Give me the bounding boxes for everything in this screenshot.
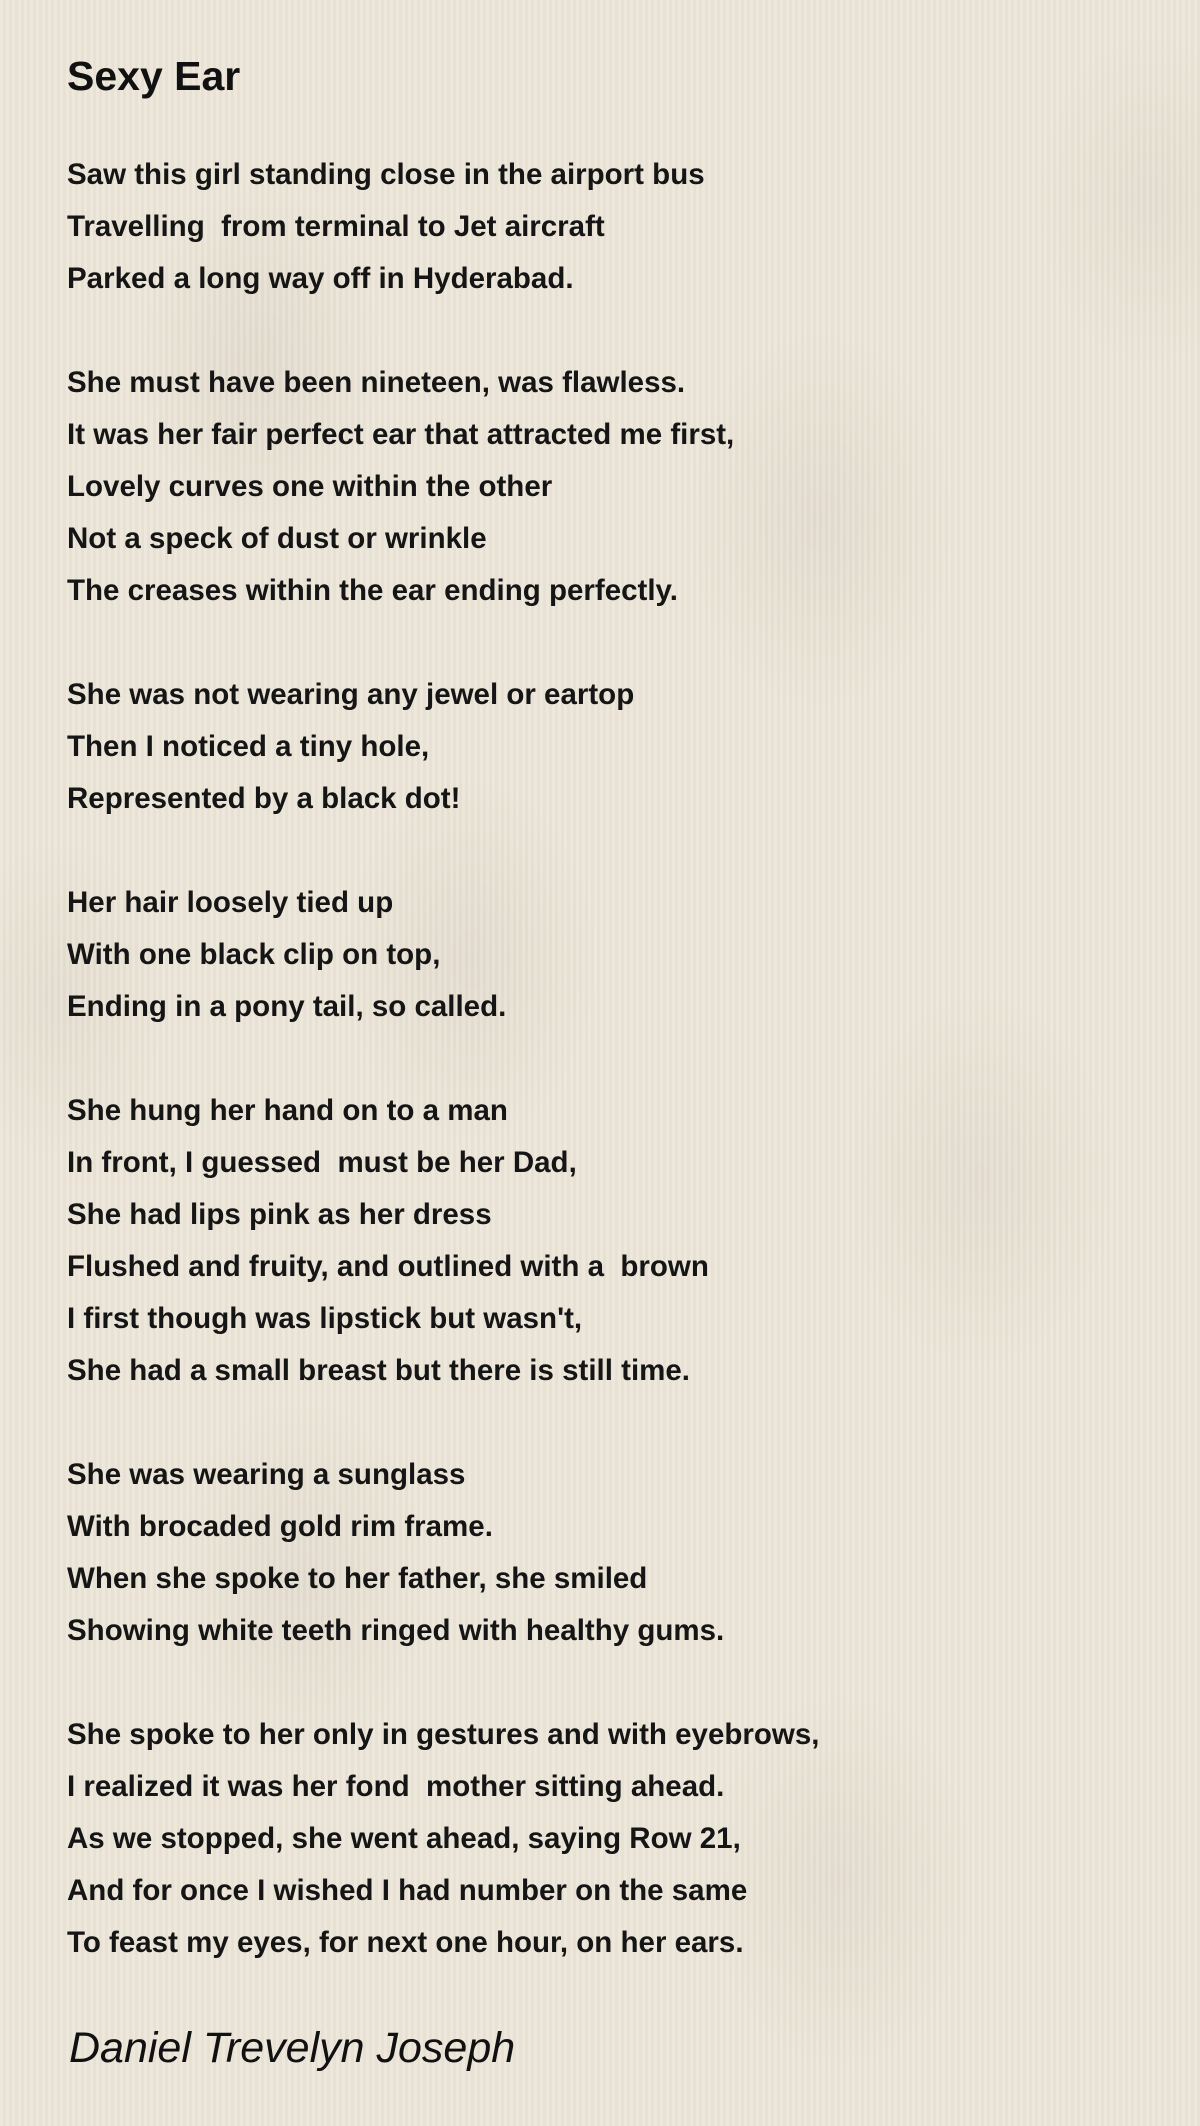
poem-line: To feast my eyes, for next one hour, on her ears. bbox=[67, 1926, 744, 1959]
poem-line: She must have been nineteen, was flawless. bbox=[67, 366, 686, 399]
poem-line: Ending in a pony tail, so called. bbox=[67, 990, 507, 1023]
poem-author: Daniel Trevelyn Joseph bbox=[69, 2024, 516, 2072]
poem-line: The creases within the ear ending perfectly. bbox=[67, 574, 678, 607]
poem-line: Lovely curves one within the other bbox=[67, 470, 553, 503]
stanza bbox=[67, 357, 1147, 617]
poem-line: Represented by a black dot! bbox=[67, 782, 461, 815]
poem-line: With brocaded gold rim frame. bbox=[67, 1510, 493, 1543]
poem-line: Parked a long way off in Hyderabad. bbox=[67, 262, 574, 295]
stanza bbox=[67, 149, 1147, 305]
poem-line: Flushed and fruity, and outlined with a brown bbox=[67, 1250, 709, 1283]
stanza bbox=[67, 1709, 1147, 1969]
stanza bbox=[67, 1085, 1147, 1397]
poem-line: She was not wearing any jewel or eartop bbox=[67, 678, 635, 711]
poem-line: She hung her hand on to a man bbox=[67, 1094, 508, 1127]
poem-title: Sexy Ear bbox=[67, 53, 241, 99]
poem-line: I realized it was her fond mother sitting ahead. bbox=[67, 1770, 725, 1803]
poem-line: She spoke to her only in gestures and with eyebrows, bbox=[67, 1718, 820, 1751]
stanza bbox=[67, 877, 1147, 1033]
poem-line: Showing white teeth ringed with healthy gums. bbox=[67, 1614, 725, 1647]
poem-line: It was her fair perfect ear that attracted me first, bbox=[67, 418, 735, 451]
poem-line: Travelling from terminal to Jet aircraft bbox=[67, 210, 605, 243]
poem-line: When she spoke to her father, she smiled bbox=[67, 1562, 648, 1595]
poem-line: Her hair loosely tied up bbox=[67, 886, 394, 919]
poem-line: She had lips pink as her dress bbox=[67, 1198, 492, 1231]
poem-line: She had a small breast but there is still time. bbox=[67, 1354, 690, 1387]
poem-line: I first though was lipstick but wasn't, bbox=[67, 1302, 583, 1335]
poem-line: Saw this girl standing close in the airport bus bbox=[67, 158, 705, 191]
poem-line: With one black clip on top, bbox=[67, 938, 441, 971]
poem-line: Not a speck of dust or wrinkle bbox=[67, 522, 487, 555]
poem-line: Then I noticed a tiny hole, bbox=[67, 730, 430, 763]
poem-body bbox=[67, 149, 1147, 2021]
poem-line: She was wearing a sunglass bbox=[67, 1458, 466, 1491]
poem-line: As we stopped, she went ahead, saying Row 21, bbox=[67, 1822, 741, 1855]
poem-line: In front, I guessed must be her Dad, bbox=[67, 1146, 577, 1179]
stanza bbox=[67, 1449, 1147, 1657]
stanza bbox=[67, 669, 1147, 825]
poem-line: And for once I wished I had number on the same bbox=[67, 1874, 748, 1907]
